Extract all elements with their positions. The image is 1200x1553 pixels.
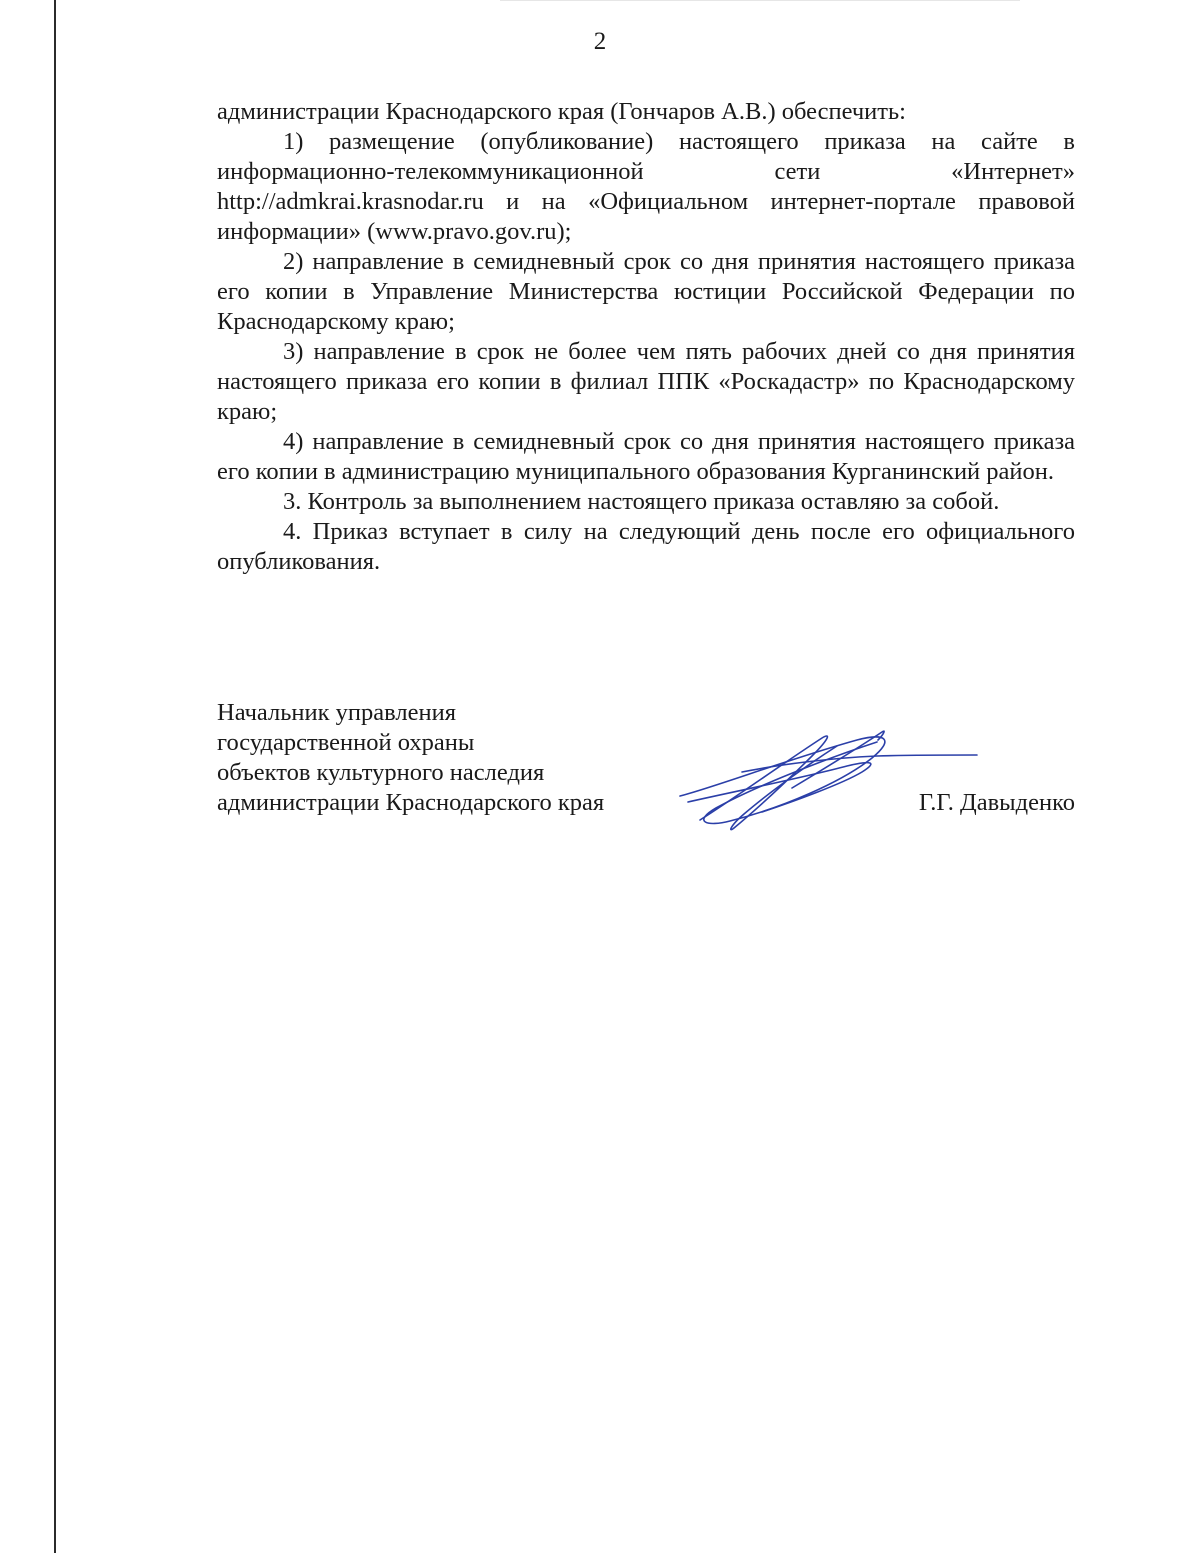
signature-position-line: объектов культурного наследия: [217, 759, 545, 786]
scan-edge-top: [500, 0, 1020, 1]
paragraph-item-3: 3) направление в срок не более чем пять рабочих дней со дня принятия настоящего приказа его копии в филиал ППК «Роскадастр» по Краснодарскому краю;: [217, 338, 1075, 425]
signature-position-line: Начальник управления: [217, 699, 456, 726]
paragraph-item-4: 4) направление в семидневный срок со дня принятия настоящего приказа его копии в администрацию муниципального образования Курганинский район.: [217, 428, 1075, 485]
page-number: 2: [593, 28, 607, 55]
body-text: [217, 97, 1075, 577]
signature-position-line: администрации Краснодарского края: [217, 789, 605, 816]
signatory-name: Г.Г. Давыденко: [918, 789, 1075, 816]
signature-position: [217, 698, 604, 818]
paragraph-item-2: 2) направление в семидневный срок со дня принятия настоящего приказа его копии в Управление Министерства юстиции Российской Федерации по Краснодарскому краю;: [217, 248, 1075, 335]
paragraph-clause-4: 4. Приказ вступает в силу на следующий день после его официального опубликования.: [217, 518, 1075, 575]
scan-edge-left: [54, 0, 56, 1553]
paragraph-item-1: 1) размещение (опубликование) настоящего приказа на сайте в информационно-телекоммуникационной сети «Интернет» http://admkrai.krasnodar.ru и на «Официальном интернет-портале правовой информации» (www.pravo.gov.ru);: [217, 128, 1075, 245]
paragraph-clause-3: 3. Контроль за выполнением настоящего приказа оставляю за собой.: [283, 488, 1000, 515]
paragraph-intro: администрации Краснодарского края (Гончаров А.В.) обеспечить:: [217, 98, 906, 125]
handwritten-signature: [672, 718, 982, 838]
signature-position-line: государственной охраны: [217, 729, 475, 756]
